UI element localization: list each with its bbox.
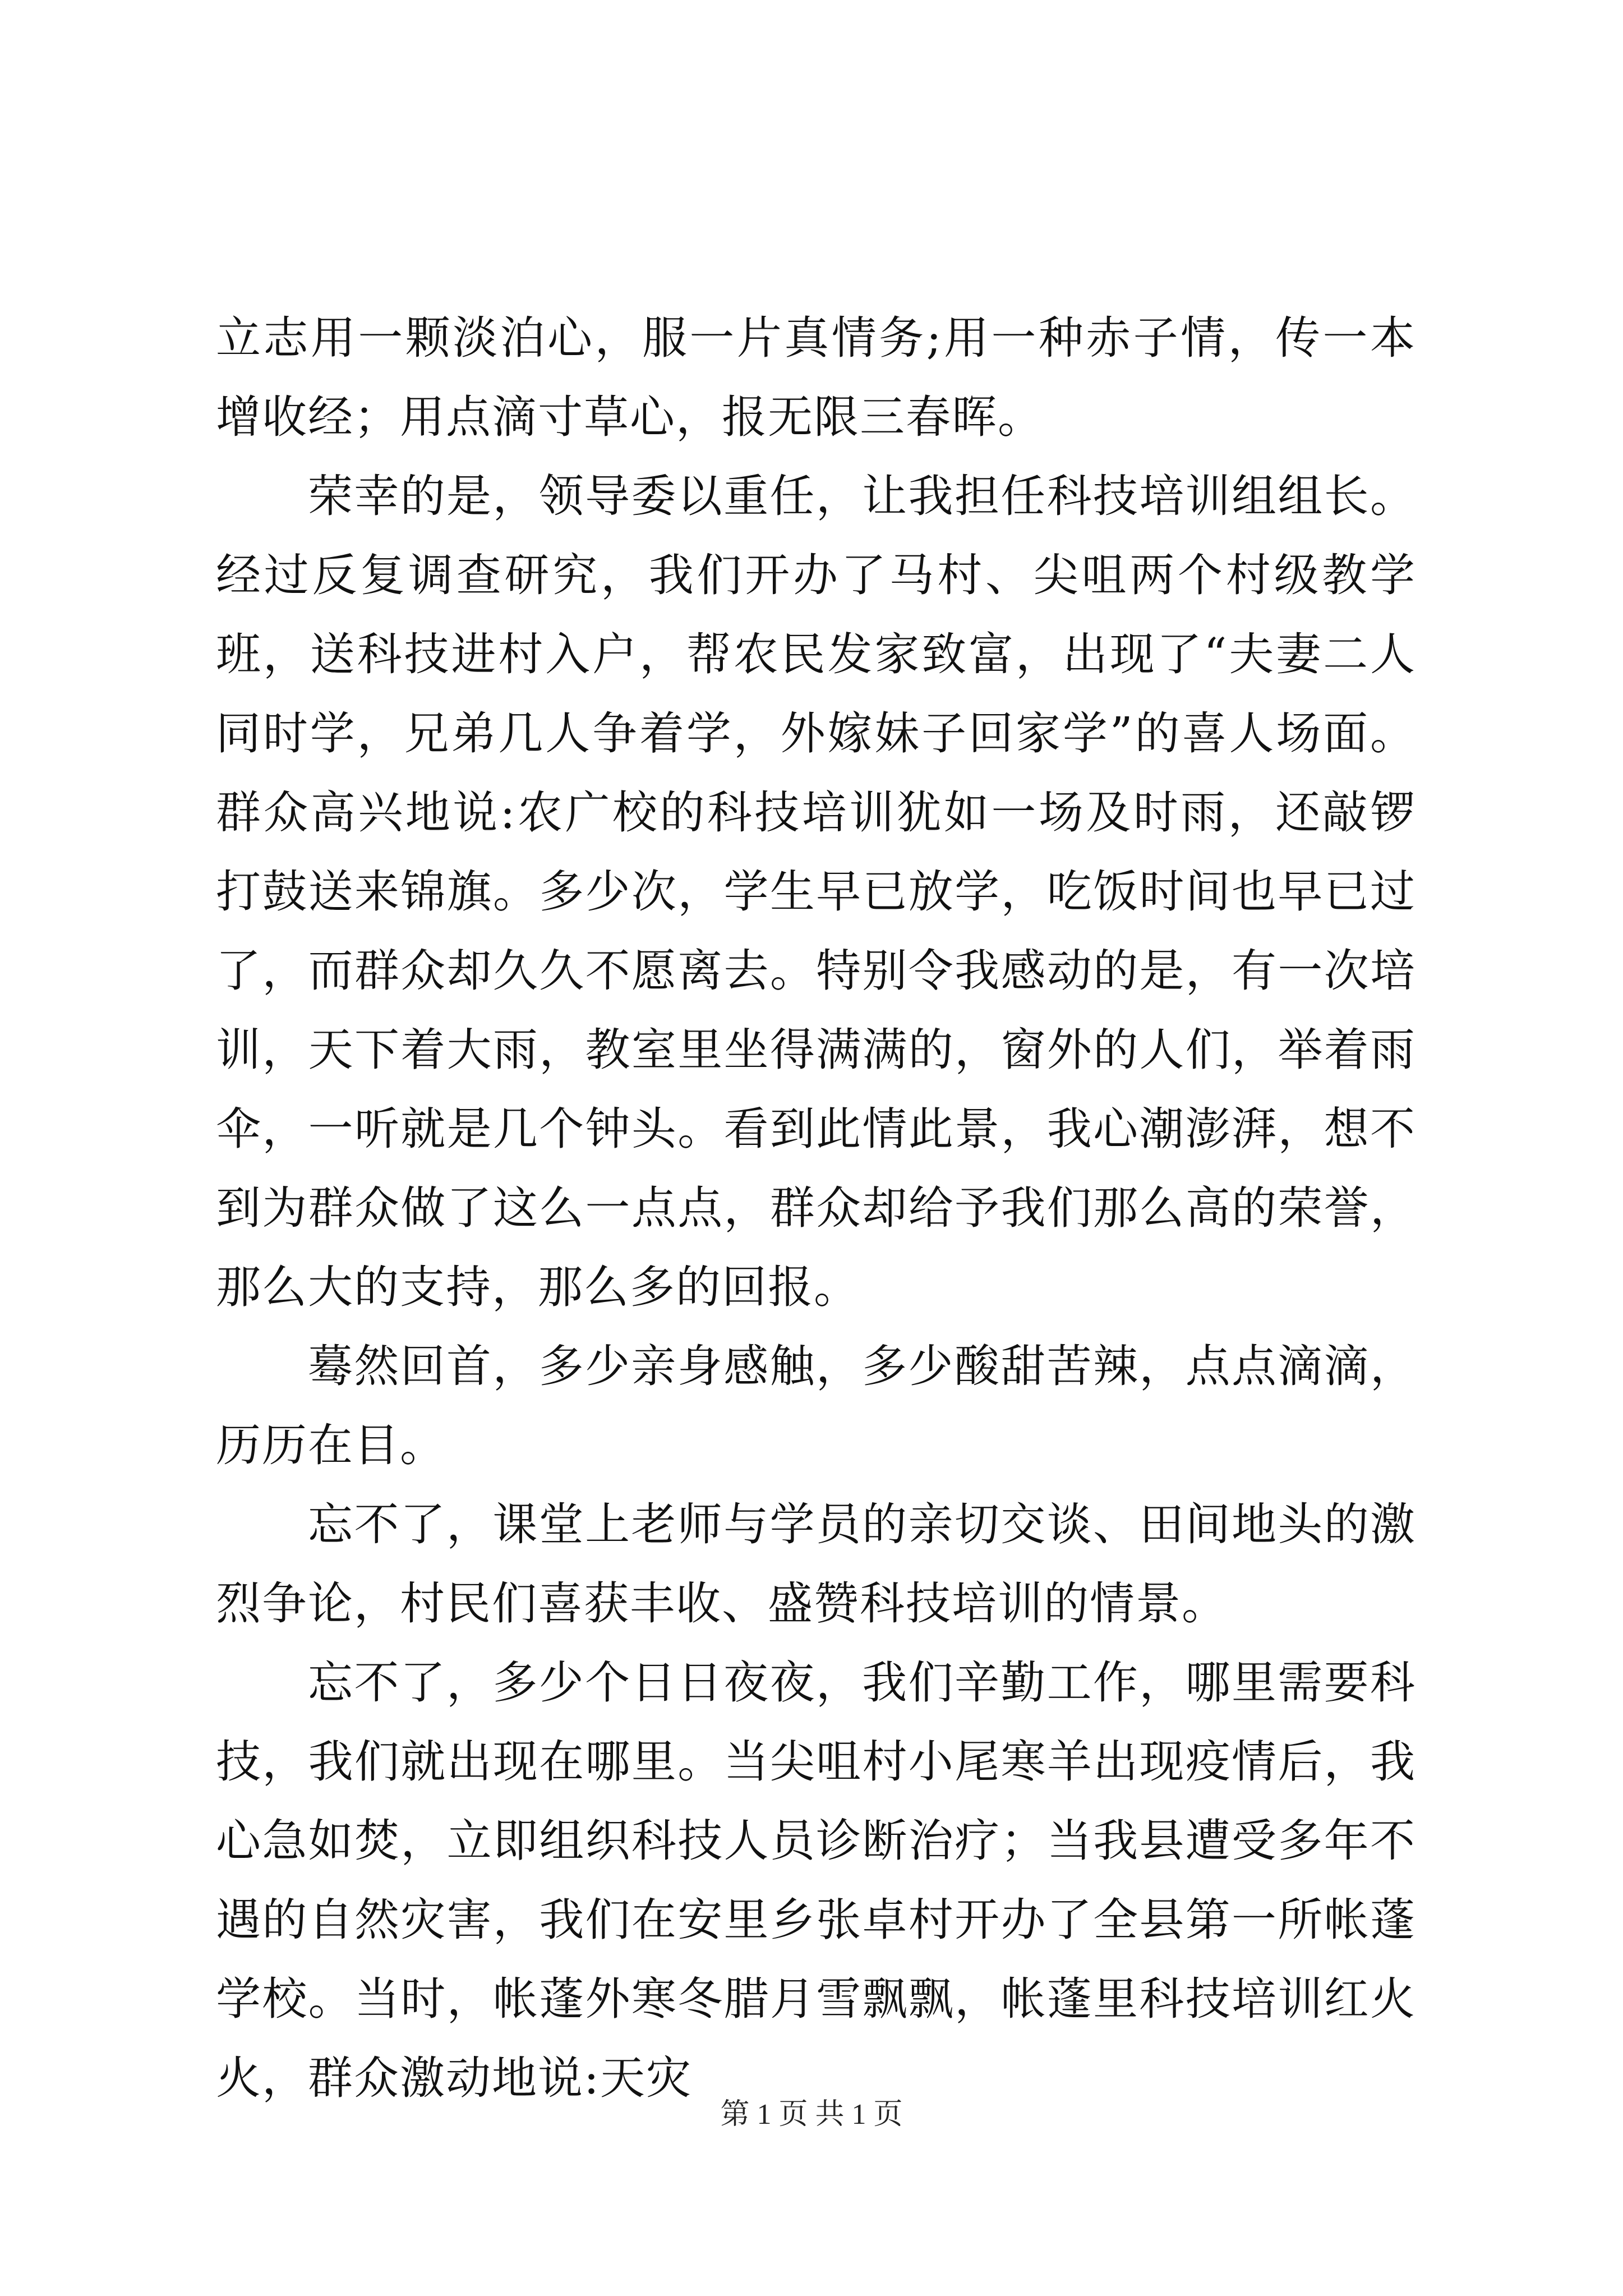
paragraph-4: 忘不了，课堂上老师与学员的亲切交谈、田间地头的激烈争论，村民们喜获丰收、盛赞科技培训的情景。: [216, 1498, 1416, 1630]
paragraph-3: 蓦然回首，多少亲身感触，多少酸甜苦辣，点点滴滴，历历在目。: [216, 1340, 1416, 1471]
document-body: [216, 298, 1416, 2118]
page-number-label: 第 1 页 共 1 页: [720, 2099, 903, 2131]
page-footer: [0, 2095, 1623, 2134]
paragraph-5: 忘不了，多少个日日夜夜，我们辛勤工作，哪里需要科技，我们就出现在哪里。当尖咀村小尾寒羊出现疫情后，我心急如焚，立即组织科技人员诊断治疗；当我县遭受多年不遇的自然灾害，我们在安里乡张卓村开办了全县第一所帐蓬学校。当时，帐蓬外寒冬腊月雪飘飘，帐蓬里科技培训红火火，群众激动地说:天灾: [216, 1657, 1416, 2104]
paragraph-2: 荣幸的是，领导委以重任，让我担任科技培训组组长。经过反复调查研究，我们开办了马村、尖咀两个村级教学班，送科技进村入户，帮农民发家致富，出现了“夫妻二人同时学，兄弟几人争着学，外嫁妹子回家学”的喜人场面。群众高兴地说:农广校的科技培训犹如一场及时雨，还敲锣打鼓送来锦旗。多少次，学生早已放学，吃饭时间也早已过了，而群众却久久不愿离去。特别令我感动的是，有一次培训，天下着大雨，教室里坐得满满的，窗外的人们，举着雨伞，一听就是几个钟头。看到此情此景，我心潮澎湃，想不到为群众做了这么一点点，群众却给予我们那么高的荣誉，那么大的支持，那么多的回报。: [216, 470, 1416, 1313]
paragraph-1: 立志用一颗淡泊心，服一片真情务;用一种赤子情，传一本增收经；用点滴寸草心，报无限三春晖。: [216, 312, 1416, 443]
